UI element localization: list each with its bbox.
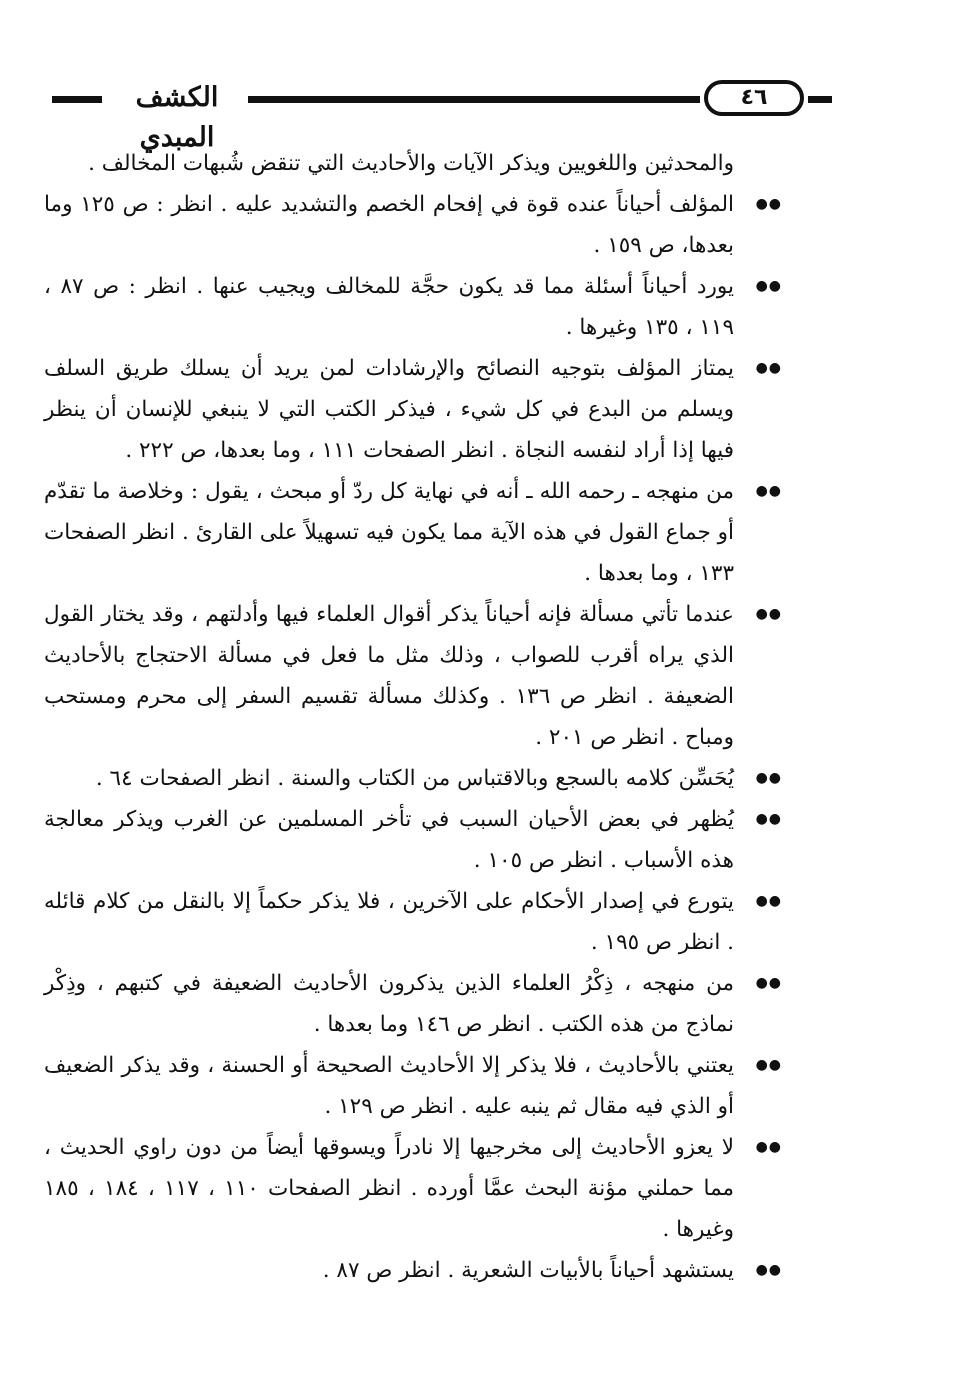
bullet-icon: ●● <box>755 360 782 376</box>
header-rule-middle <box>248 96 700 103</box>
bullet-icon: ●● <box>755 278 782 294</box>
header-rule-right <box>808 96 832 103</box>
bullet-icon: ●● <box>755 975 782 991</box>
list-item-text: المؤلف أحياناً عنده قوة في إفحام الخصم والتشديد عليه . انظر : ص ١٢٥ وما بعدها، ص ١٥٩ . <box>44 192 734 258</box>
list-item-text: يورد أحياناً أسئلة مما قد يكون حجَّة للمخالف ويجيب عنها . انظر : ص ٨٧ ، ١١٩ ، ١٣٥ وغيرها . <box>44 274 734 340</box>
bullet-icon: ●● <box>755 1139 782 1155</box>
list-item <box>44 1127 796 1250</box>
page-body <box>44 143 796 1291</box>
list-item-text: من منهجه ، ذِكْرُ العلماء الذين يذكرون الأحاديث الضعيفة في كتبهم ، وذِكْر نماذج من هذه الكتب . انظر ص ١٤٦ وما بعدها . <box>44 971 734 1037</box>
list-item <box>44 799 796 881</box>
bullet-icon: ●● <box>755 606 782 622</box>
bullet-icon: ●● <box>755 1057 782 1073</box>
list-item <box>44 1250 796 1291</box>
list-item <box>44 594 796 758</box>
bullet-list <box>44 184 796 1291</box>
list-item <box>44 471 796 594</box>
list-item-text: لا يعزو الأحاديث إلى مخرجيها إلا نادراً ويسوقها أيضاً من دون راوي الحديث ، مما حملني مؤنة البحث عمَّا أورده . انظر الصفحات ١١٠ ، ١١٧ ، ١٨٤ ، ١٨٥ وغيرها . <box>44 1135 735 1242</box>
bullet-icon: ●● <box>755 1262 782 1278</box>
list-item <box>44 758 796 799</box>
list-item-text: يعتني بالأحاديث ، فلا يذكر إلا الأحاديث الصحيحة أو الحسنة ، وقد يذكر الضعيف أو الذي فيه مقال ثم ينبه عليه . انظر ص ١٢٩ . <box>44 1053 734 1119</box>
list-item-text: من منهجه ـ رحمه الله ـ أنه في نهاية كل ردّ أو مبحث ، يقول : وخلاصة ما تقدّم أو جماع القول في هذه الآية مما يكون فيه تسهيلاً على القارئ . انظر الصفحات ١٣٣ ، وما بعدها . <box>44 479 734 586</box>
bullet-icon: ●● <box>755 483 782 499</box>
list-item <box>44 266 796 348</box>
header-rule-left <box>52 96 102 103</box>
page-header <box>40 72 900 153</box>
list-item <box>44 348 796 471</box>
bullet-icon: ●● <box>755 770 782 786</box>
list-item-text: عندما تأتي مسألة فإنه أحياناً يذكر أقوال العلماء فيها وأدلتهم ، وقد يختار القول الذي يراه أقرب للصواب ، وذلك مثل ما فعل في مسألة الاحتجاج بالأحاديث الضعيفة . انظر ص ١٣٦ . وكذلك مسألة تقسيم السفر إلى محرم ومستحب ومباح . انظر ص ٢٠١ . <box>44 602 734 750</box>
list-item-text: يستشهد أحياناً بالأبيات الشعرية . انظر ص ٨٧ . <box>322 1258 734 1283</box>
list-item <box>44 184 796 266</box>
list-item-text: يمتاز المؤلف بتوجيه النصائح والإرشادات لمن يريد أن يسلك طريق السلف ويسلم من البدع في كل شيء ، فيذكر الكتب التي لا ينبغي للإنسان أن ينظر فيها إذا أراد لنفسه النجاة . انظر الصفحات ١١١ ، وما بعدها، ص ٢٢٢ . <box>44 356 734 463</box>
page-number: ٤٦ <box>740 85 768 110</box>
bullet-icon: ●● <box>755 893 782 909</box>
list-item <box>44 881 796 963</box>
list-item-text: يُحَسِّن كلامه بالسجع وبالاقتباس من الكتاب والسنة . انظر الصفحات ٦٤ . <box>95 766 734 791</box>
continuation-paragraph: والمحدثين واللغويين ويذكر الآيات والأحاديث التي تنقض شُبهات المخالف . <box>88 151 734 176</box>
list-item <box>44 1045 796 1127</box>
bullet-icon: ●● <box>755 811 782 827</box>
list-item <box>44 963 796 1045</box>
list-item-text: يُظهر في بعض الأحيان السبب في تأخر المسلمين عن الغرب ويذكر معالجة هذه الأسباب . انظر ص ١٠٥ . <box>44 807 734 873</box>
list-item-text: يتورع في إصدار الأحكام على الآخرين ، فلا يذكر حكماً إلا بالنقل من كلام قائله . انظر ص ١٩٥ . <box>44 889 734 955</box>
bullet-icon: ●● <box>755 196 782 212</box>
running-title: الكشف المبدي <box>135 82 219 153</box>
